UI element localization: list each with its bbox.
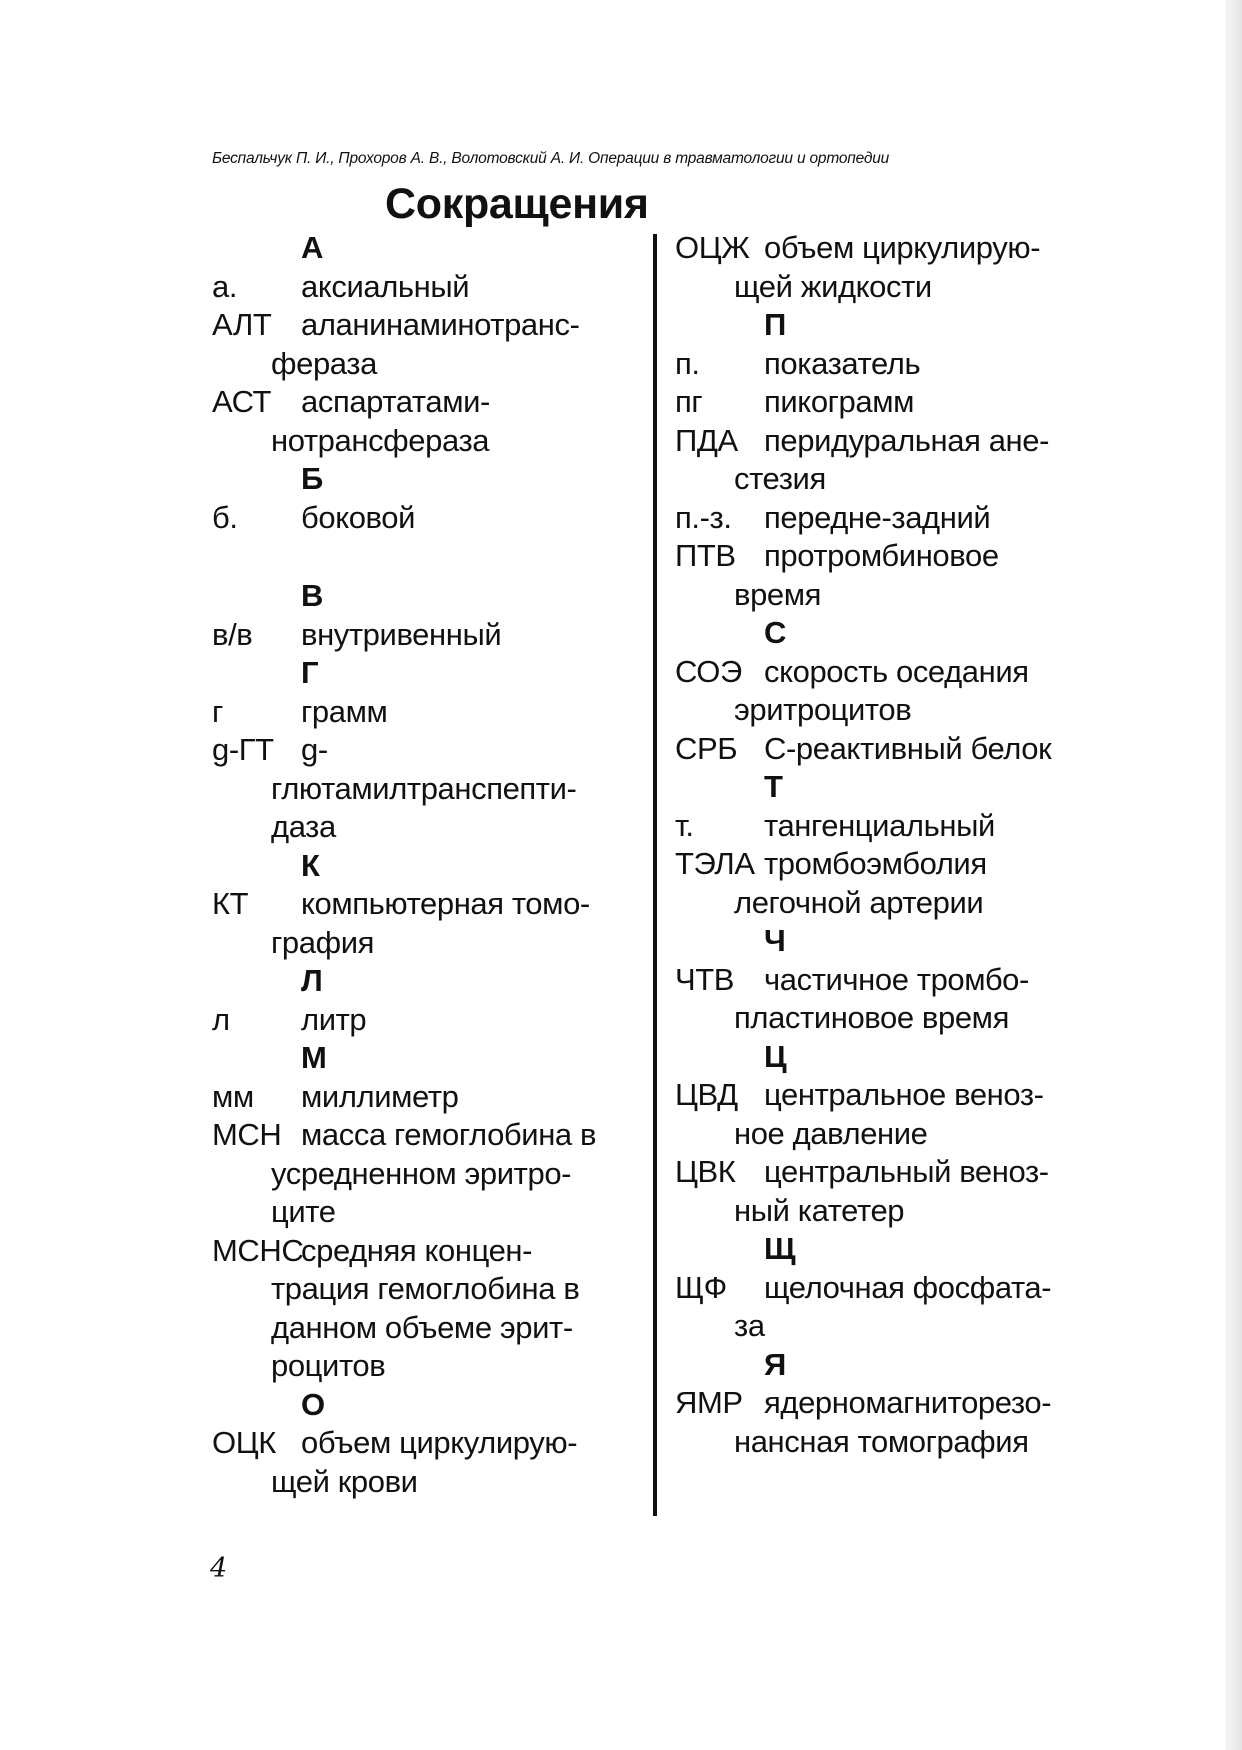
section-letter: Б [301, 461, 323, 496]
abbreviation-entry [675, 807, 1095, 846]
abbreviation: пг [675, 384, 703, 419]
section-letter: В [301, 578, 323, 613]
abbreviation-entry [675, 499, 1095, 538]
abbreviation-entry [212, 616, 652, 655]
page-title: Сокращения [385, 180, 649, 228]
section-letter: А [301, 230, 323, 265]
abbreviation-entry [675, 537, 1095, 614]
section-letter: П [764, 307, 786, 342]
abbreviation-definition: миллиметр [301, 1078, 459, 1114]
abbreviation: ОЦЖ [675, 230, 750, 265]
abbreviation-definition: литр [301, 1001, 367, 1037]
abbreviation: МСНС [212, 1232, 304, 1268]
abbreviation-definition: частичное тромбо- пластиновое время [734, 961, 1029, 1035]
abbreviation: п. [675, 345, 700, 381]
abbreviation-entry [212, 1116, 652, 1232]
section-letter: Я [764, 1346, 786, 1382]
abbreviation-entry [212, 731, 652, 847]
abbreviation: СРБ [675, 730, 738, 766]
section-letter: Ч [764, 923, 786, 958]
abbreviation: а. [212, 268, 238, 304]
right-column [675, 229, 1095, 1461]
abbreviation: МСН [212, 1117, 282, 1152]
section-letter: Т [764, 769, 783, 804]
left-column [212, 229, 652, 1501]
column-divider [653, 234, 657, 1516]
abbreviation-entry [675, 1269, 1095, 1346]
abbreviation-definition: объем циркулирую- щей крови [271, 1425, 578, 1499]
abbreviation-definition: передне-задний [764, 499, 991, 535]
abbreviation-definition: С-реактивный белок [764, 730, 1052, 766]
abbreviation-entry [675, 383, 1095, 422]
abbreviation-definition: g- глютамилтранспепти- даза [271, 732, 577, 844]
abbreviation-entry [675, 730, 1095, 769]
abbreviation-definition: пикограмм [764, 384, 915, 419]
abbreviation-entry [675, 229, 1095, 306]
abbreviation-definition: внутривенный [301, 616, 502, 652]
section-letter: С [764, 615, 786, 650]
abbreviation-definition: протромбиновое время [734, 538, 999, 612]
abbreviation-definition: показатель [764, 345, 921, 381]
abbreviation-entry [212, 1424, 652, 1501]
abbreviation: п.-з. [675, 499, 732, 535]
abbreviation-entry [675, 1153, 1095, 1230]
abbreviation-entry [675, 1076, 1095, 1153]
abbreviation-entry [675, 653, 1095, 730]
abbreviation: г [212, 693, 223, 729]
abbreviation-definition: масса гемоглобина в усредненном эритро- ците [271, 1117, 597, 1229]
section-letter: О [301, 1386, 325, 1422]
abbreviation: в/в [212, 616, 253, 652]
abbreviation-definition: аланинаминотранс- фераза [271, 307, 580, 381]
abbreviation: ЧТВ [675, 961, 735, 997]
abbreviation-entry [212, 499, 652, 538]
abbreviation: g-ГТ [212, 732, 274, 767]
abbreviation: ЦВК [675, 1154, 736, 1189]
abbreviation-definition: щелочная фосфата- за [734, 1269, 1052, 1343]
abbreviation-entry [675, 845, 1095, 922]
section-gap [212, 537, 652, 577]
section-letter: Щ [764, 1231, 796, 1266]
section-letter: Ц [764, 1038, 787, 1074]
abbreviation: ТЭЛА [675, 846, 755, 881]
abbreviation-entry [212, 306, 652, 383]
abbreviation-definition: ядерномагниторезо- нансная томография [734, 1385, 1052, 1459]
abbreviation: АЛТ [212, 307, 272, 342]
abbreviation: мм [212, 1078, 254, 1114]
abbreviation: б. [212, 499, 238, 535]
abbreviation-definition: аксиальный [301, 268, 470, 304]
abbreviation-definition: тромбоэмболия легочной артерии [734, 846, 987, 920]
abbreviation: ПДА [675, 422, 738, 458]
section-letter: Г [301, 655, 319, 690]
abbreviation-entry [212, 693, 652, 732]
abbreviation-definition: аспартатами- нотрансфераза [271, 384, 490, 458]
abbreviation-entry [212, 1001, 652, 1040]
abbreviation: ЦВД [675, 1077, 738, 1112]
page-number: 4 [210, 1553, 228, 1584]
abbreviation-entry [212, 383, 652, 460]
abbreviation-definition: центральное веноз- ное давление [734, 1077, 1044, 1151]
abbreviation-entry [675, 961, 1095, 1038]
section-letter: К [301, 847, 320, 883]
abbreviation-definition: перидуральная ане- стезия [734, 422, 1050, 496]
abbreviation-definition: центральный веноз- ный катетер [734, 1154, 1049, 1228]
section-letter: Л [301, 963, 323, 998]
abbreviation-definition: объем циркулирую- щей жидкости [734, 230, 1041, 304]
abbreviation: ПТВ [675, 538, 736, 573]
abbreviation: СОЭ [675, 653, 742, 689]
abbreviation: ОЦК [212, 1425, 276, 1460]
abbreviation-entry [212, 1078, 652, 1117]
abbreviation-definition: тангенциальный [764, 807, 995, 843]
abbreviation: ЩФ [675, 1269, 727, 1305]
abbreviation: КТ [212, 886, 249, 921]
abbreviation: ЯМР [675, 1385, 743, 1420]
abbreviation: АСТ [212, 384, 272, 419]
abbreviation-entry [212, 885, 652, 962]
abbreviation-entry [675, 1384, 1095, 1461]
abbreviation-entry [675, 345, 1095, 384]
abbreviation-definition: скорость оседания эритроцитов [734, 653, 1029, 727]
running-head: Беспальчук П. И., Прохоров А. В., Волотовский А. И. Операции в травматологии и ортопедии [212, 150, 890, 167]
page-edge [1226, 0, 1242, 1750]
abbreviation-definition: боковой [301, 499, 416, 535]
abbreviation: т. [675, 807, 694, 843]
abbreviation-entry [675, 422, 1095, 499]
abbreviation-definition: компьютерная томо- графия [271, 886, 590, 960]
abbreviation-entry [212, 268, 652, 307]
section-letter: М [301, 1040, 327, 1075]
abbreviation-entry [212, 1232, 652, 1386]
abbreviation-definition: грамм [301, 693, 388, 729]
abbreviation: л [212, 1001, 230, 1037]
abbreviation-definition: средняя концен- трация гемоглобина в данном объеме эрит- роцитов [271, 1232, 580, 1383]
